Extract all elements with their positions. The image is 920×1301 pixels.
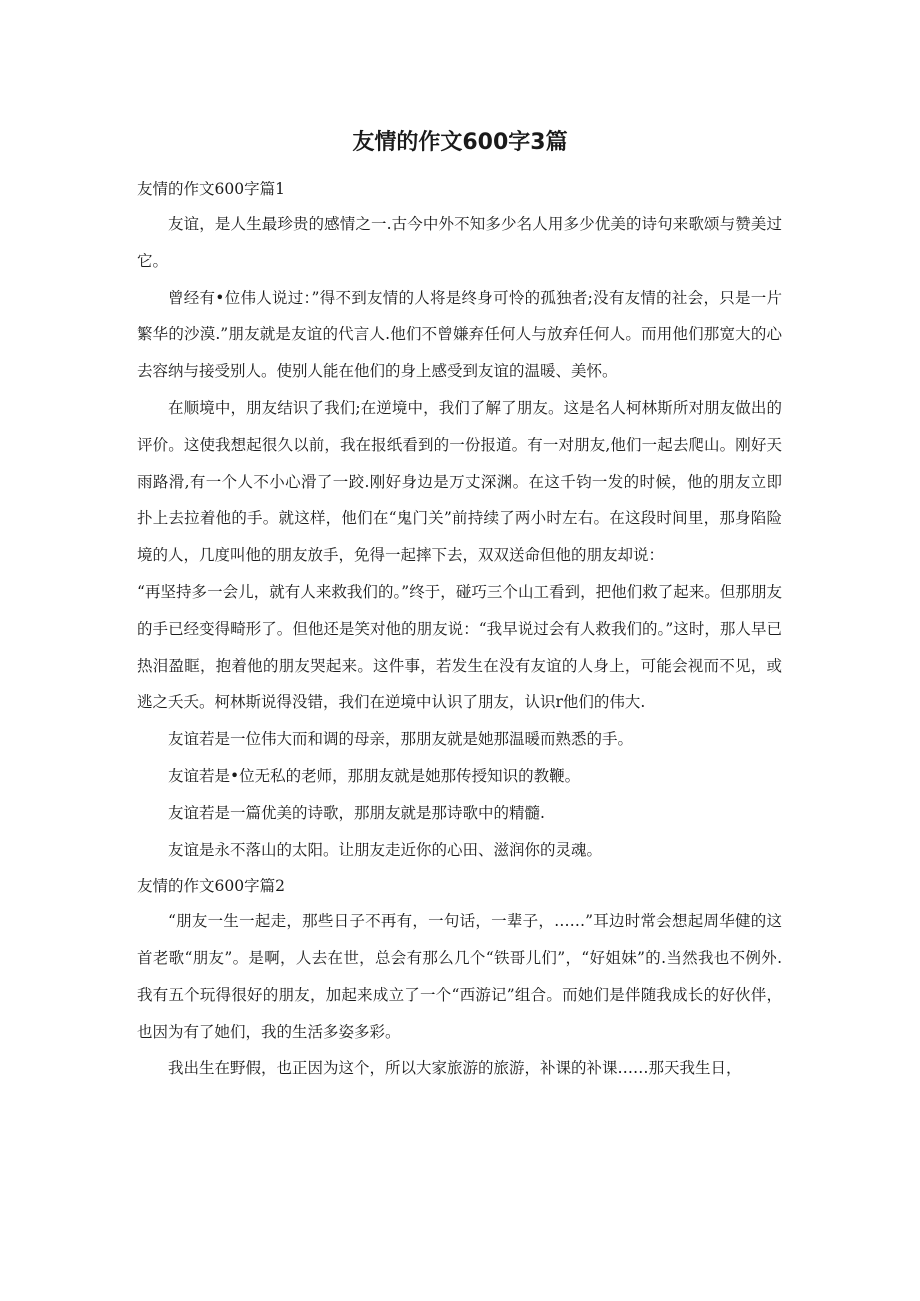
section-heading: 友情的作文600字篇1 (137, 180, 285, 198)
paragraph: 友谊若是•位无私的老师，那朋友就是她那传授知识的教鞭。 (168, 767, 581, 786)
paragraph: 友谊是永不落山的太阳。让朋友走近你的心田、滋润你的灵魂。 (168, 841, 603, 860)
paragraph: 曾经有•位伟人说过：”得不到友情的人将是终身可怜的孤独者;没有友情的社会，只是一片繁华的沙漠.”朋友就是友谊的代言人.他们不曾嫌弃任何人与放弃任何人。而用他们那宽大的心去容纳与接受别人。使别人能在他们的身上感受到友谊的温暖、美怀。 (137, 288, 782, 381)
paragraph: 友谊若是一篇优美的诗歌，那朋友就是那诗歌中的精髓. (168, 804, 545, 823)
paragraph: 在顺境中，朋友结识了我们;在逆境中，我们了解了朋友。这是名人柯林斯所对朋友做出的评价。这使我想起很久以前，我在报纸看到的一份报道。有一对朋友,他们一起去爬山。刚好天雨路滑,有一个人不小心滑了一跤.刚好身边是万丈深渊。在这千钧一发的时候，他的朋友立即扑上去拉着他的手。就这样，他们在“鬼门关”前持续了两小时左右。在这段时间里，那身陷险境的人，几度叫他的朋友放手，免得一起摔下去，双双送命但他的朋友却说： (137, 398, 782, 565)
paragraph: “朋友一生一起走，那些日子不再有，一句话，一辈子，……”耳边时常会想起周华健的这首老歌“朋友”。是啊，人去在世，总会有那么几个“铁哥儿们”，“好姐妹”的.当然我也不例外.我有五个玩得很好的朋友，加起来成立了一个“西游记”组合。而她们是伴随我成长的好伙伴，也因为有了她们，我的生活多姿多彩。 (137, 912, 782, 1041)
paragraph: 友谊，是人生最珍贵的感情之一.古今中外不知多少名人用多少优美的诗句来歌颂与赞美过它。 (137, 215, 782, 270)
document-body (137, 172, 782, 1087)
paragraph: 友谊若是一位伟大而和调的母亲，那朋友就是她那温暖而熟悉的手。 (168, 730, 634, 749)
paragraph: “再坚持多一会儿，就有人来救我们的。”终于，碰巧三个山工看到，把他们救了起来。但那朋友的手已经变得畸形了。但他还是笑对他的朋友说：“我早说过会有人救我们的。”这时，那人早已热泪盈眶，抱着他的朋友哭起来。这件事，若发生在没有友谊的人身上，可能会视而不见，或逃之夭夭。柯林斯说得没错，我们在逆境中认识了朋友，认识r他们的伟大. (137, 582, 782, 712)
paragraph: 我出生在野假，也正因为这个，所以大家旅游的旅游，补课的补课……那天我生日， (168, 1059, 742, 1078)
section-heading: 友情的作文600字篇2 (137, 877, 285, 896)
document-title: 友情的作文600字3篇 (352, 130, 568, 155)
